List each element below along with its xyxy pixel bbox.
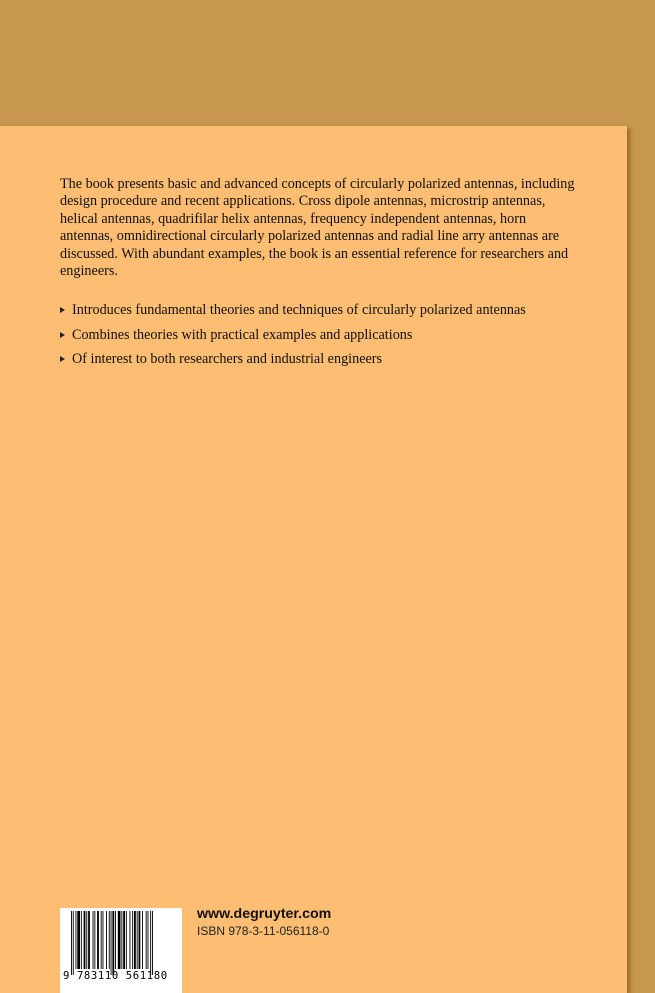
publisher-url: www.degruyter.com (197, 906, 332, 922)
isbn-barcode (60, 908, 182, 993)
feature-list (60, 302, 600, 376)
triangle-bullet-icon (60, 356, 65, 362)
isbn-number: ISBN 978-3-11-056118-0 (197, 924, 330, 938)
triangle-bullet-icon (60, 307, 65, 313)
feature-text: Combines theories with practical examples and applications (72, 326, 413, 343)
book-description: The book presents basic and advanced concepts of circularly polarized antennas, including design procedure and recent applications. Cross dipole antennas, microstrip antennas, helical antennas, quadrifilar helix antennas, frequency independent antennas, horn antennas, omnidirectional circularly polarized antennas and radial line arry antennas are discussed. With abundant examples, the book is an essential reference for researchers and engineers. (60, 176, 575, 280)
feature-item (60, 351, 600, 368)
feature-text: Introduces fundamental theories and techniques of circularly polarized antennas (72, 302, 526, 318)
barcode-digits: 9 783110 561180 (63, 970, 168, 982)
feature-item (60, 327, 600, 344)
triangle-bullet-icon (60, 332, 65, 338)
back-cover-panel (0, 126, 627, 993)
feature-item (60, 302, 600, 319)
feature-text: Of interest to both researchers and industrial engineers (72, 351, 383, 367)
